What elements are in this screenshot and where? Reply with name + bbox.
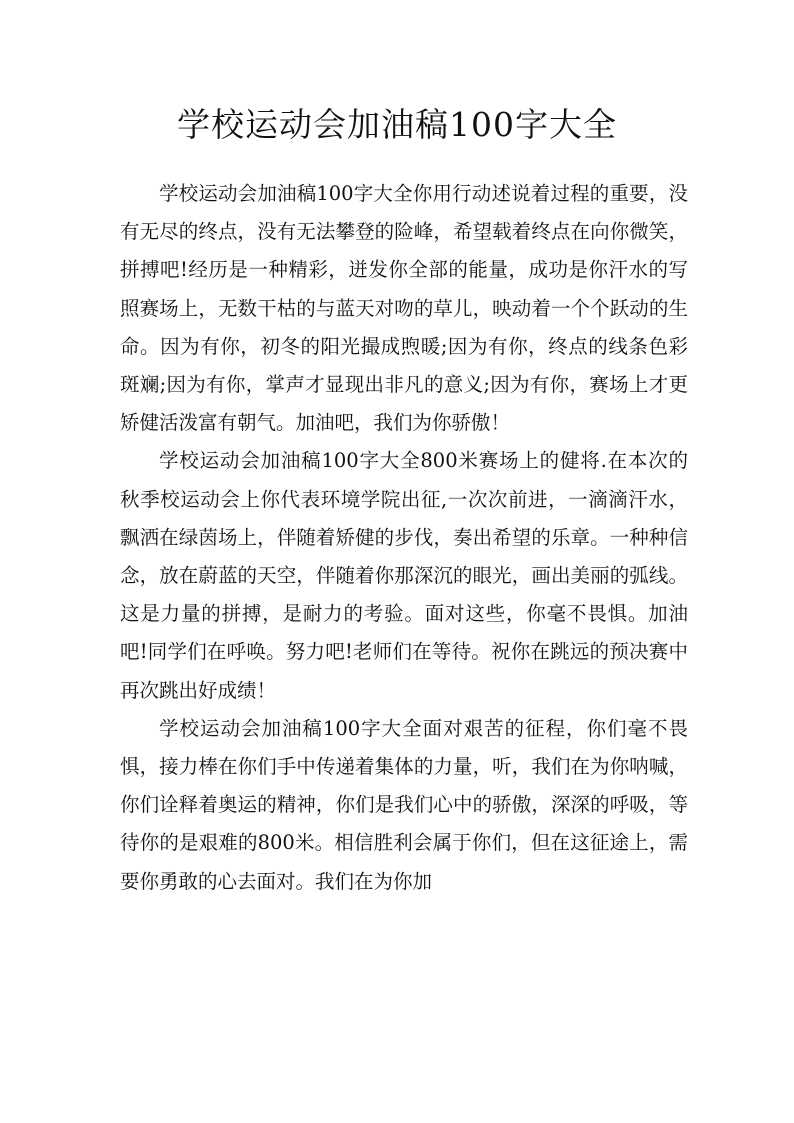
paragraph-2: 学校运动会加油稿100字大全800米赛场上的健将.在本次的秋季校运动会上你代表环境学院出征,一次次前进，一滴滴汗水，飘洒在绿茵场上，伴随着矫健的步伐，奏出希望的乐章。一种种信念，放在蔚蓝的天空，伴随着你那深沉的眼光，画出美丽的弧线。这是力量的拼搏，是耐力的考验。面对这些，你毫不畏惧。加油吧!同学们在呼唤。努力吧!老师们在等待。祝你在跳远的预决赛中再次跳出好成绩！ (120, 449, 688, 702)
paragraph-3: 学校运动会加油稿100字大全面对艰苦的征程，你们毫不畏惧，接力棒在你们手中传递着集体的力量，听，我们在为你呐喊，你们诠释着奥运的精神，你们是我们心中的骄傲，深深的呼吸，等待你的是艰难的800米。相信胜利会属于你们，但在这征途上，需要你勇敢的心去面对。我们在为你加 (120, 716, 688, 893)
paragraph-1: 学校运动会加油稿100字大全你用行动述说着过程的重要，没有无尽的终点，没有无法攀登的险峰，希望载着终点在向你微笑，拼搏吧!经历是一种精彩，迸发你全部的能量，成功是你汗水的写照赛场上，无数干枯的与蓝天对吻的草儿，映动着一个个跃动的生命。因为有你，初冬的阳光撮成煦暖;因为有你，终点的线条色彩斑斓;因为有你，掌声才显现出非凡的意义;因为有你，赛场上才更矫健活泼富有朝气。加油吧，我们为你骄傲！ (120, 182, 688, 435)
document-body (120, 175, 688, 901)
document-title: 学校运动会加油稿100字大全 (177, 105, 617, 144)
